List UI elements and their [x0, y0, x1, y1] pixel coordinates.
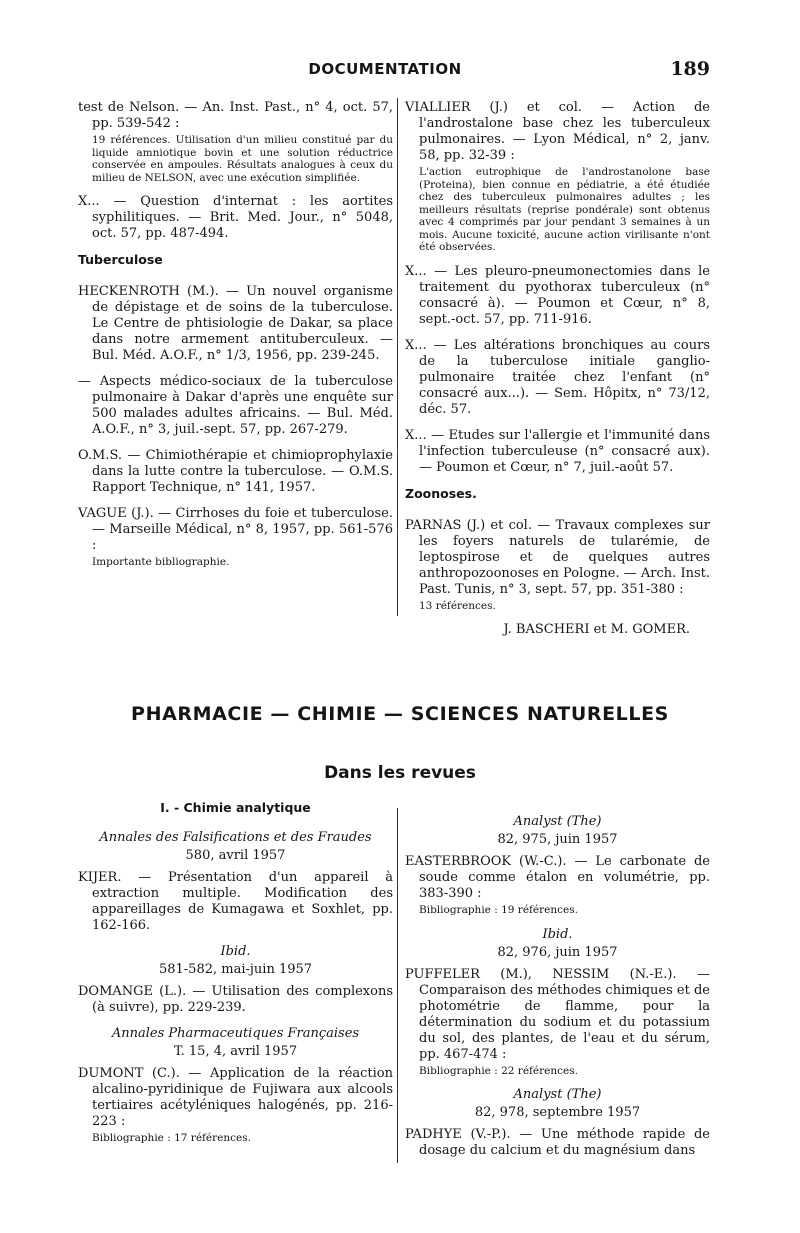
bib-entry: [405, 428, 710, 476]
journal-issue: 581-582, mai-juin 1957: [158, 962, 313, 977]
subsection-heading: I. - Chimie analytique: [160, 800, 311, 815]
entry-note: Bibliographie : 22 références.: [419, 1064, 578, 1077]
journal-group: [78, 1026, 393, 1145]
left-column-bottom: [78, 800, 393, 1155]
journal-group: [405, 1087, 710, 1159]
journal-name: Analyst (The): [513, 1087, 602, 1102]
bib-entry: [78, 194, 393, 242]
entry-text: KIJER. — Présentation d'un appareil à extraction multiple. Modification des appareillages de Kumagawa et Soxhlet, pp. 162-166.: [78, 870, 393, 933]
column-divider-top: [397, 98, 398, 616]
bib-entry: [405, 338, 710, 418]
page-number: 189: [670, 58, 710, 80]
journal-group: [405, 927, 710, 1078]
entry-text: O.M.S. — Chimiothérapie et chimioprophylaxie dans la lutte contre la tuberculose. — O.M.S. Rapport Technique, n° 141, 1957.: [78, 448, 393, 495]
journal-issue: 580, avril 1957: [185, 848, 286, 863]
entry-text: — Aspects médico-sociaux de la tuberculose pulmonaire à Dakar d'après une enquête sur 500 malades adultes africains. — Bul. Méd. A.O.F., n° 3, juil.-sept. 57, pp. 267-279.: [78, 374, 393, 437]
column-divider-bottom: [397, 808, 398, 1163]
entry-text: X... — Les pleuro-pneumonectomies dans le traitement du pyothorax tuberculeux (n° consacré à). — Poumon et Cœur, n° 8, sept.-oct. 57, pp. 711-916.: [405, 263, 710, 327]
header-title: DOCUMENTATION: [308, 60, 462, 78]
bib-entry: [405, 967, 710, 1078]
entry-text: VAGUE (J.). — Cirrhoses du foie et tuberculose. — Marseille Médical, n° 8, 1957, pp. 561-576 :: [78, 506, 393, 553]
journal-name: Ibid.: [542, 926, 573, 942]
journal-name: Analyst (The): [513, 814, 602, 829]
banner-subtitle: Dans les revues: [324, 763, 476, 783]
bib-entry: [78, 1066, 393, 1145]
left-column-top: [78, 100, 393, 579]
entry-text: test de Nelson. — An. Inst. Past., n° 4, oct. 57, pp. 539-542 :: [78, 100, 393, 131]
entry-text: PADHYE (V.-P.). — Une méthode rapide de dosage du calcium et du magnésium dans: [405, 1127, 710, 1158]
bib-entry: [78, 870, 393, 934]
entry-note: Bibliographie : 17 références.: [92, 1132, 251, 1144]
entry-note: 19 références. Utilisation d'un milieu constitué par du liquide amniotique bovin et une solution réductrice conservée en ampoules. Résultats analogues à ceux du milieu de NELSON, avec une exécution simplifiée.: [92, 134, 393, 184]
journal-group: [405, 814, 710, 917]
entry-note: Importante bibliographie.: [92, 556, 230, 568]
entry-text: X... — Les altérations bronchiques au cours de la tuberculose initiale ganglio-pulmonaire traitée chez l'enfant (n° consacré aux...). — Sem. Hôpitx, n° 73/12, déc. 57.: [405, 337, 710, 417]
entry-text: VIALLIER (J.) et col. — Action de l'androstalone base chez les tuberculeux pulmonaires. — Lyon Médical, n° 2, janv. 58, pp. 32-39 :: [405, 100, 710, 163]
right-column-top: [405, 100, 710, 638]
entry-text: PARNAS (J.) et col. — Travaux complexes sur les foyers naturels de tularémie, de leptospirose et de quelques autres anthropozoonoses en Pologne. — Arch. Inst. Past. Tunis, n° 3, sept. 57, pp. 351-380 :: [405, 517, 710, 597]
journal-name: Annales Pharmaceutiques Françaises: [111, 1026, 360, 1041]
entry-text: X... — Question d'internat : les aortites syphilitiques. — Brit. Med. Jour., n° 5048, oct. 57, pp. 487-494.: [78, 194, 393, 241]
entry-note: L'action eutrophique de l'androstanolone base (Proteina), bien connue en pédiatrie, a été étudiée chez des tuberculeux pulmonaires adultes ; les meilleurs résultats (reprise pondérale) sont obtenus avec 4 comprimés par jour pendant 3 semaines à un mois. Aucune toxicité, aucune action virilisante n'ont été observées.: [419, 166, 710, 253]
entry-text: DUMONT (C.). — Application de la réaction alcalino-pyridinique de Fujiwara aux alcools tertiaires acétyléniques halogénés, pp. 216-223 :: [78, 1066, 393, 1129]
entry-text: PUFFELER (M.), NESSIM (N.-E.). — Comparaison des méthodes chimiques et de photométrie de flamme, pour la détermination du sodium et du potassium du sol, des plantes, de l'eau et du sérum, pp. 467-474 :: [405, 966, 710, 1062]
journal-name: Annales des Falsifications et des Fraudes: [99, 830, 372, 845]
journal-issue: 82, 976, juin 1957: [497, 944, 618, 960]
entry-note: 13 références.: [419, 599, 496, 612]
bib-entry: [405, 518, 710, 613]
bib-entry: [78, 448, 393, 496]
entry-text: HECKENROTH (M.). — Un nouvel organisme de dépistage et de soins de la tuberculose. Le Centre de phtisiologie de Dakar, sa place dans notre armement antituberculeux. — Bul. Méd. A.O.F., n° 1/3, 1956, pp. 239-245.: [78, 284, 393, 363]
section-heading: Tuberculose: [78, 252, 163, 267]
right-column-bottom: [405, 810, 710, 1169]
bib-entry: [405, 264, 710, 328]
entry-text: EASTERBROOK (W.-C.). — Le carbonate de soude comme étalon en volumétrie, pp. 383-390 :: [405, 854, 710, 901]
bib-entry: [78, 374, 393, 438]
bib-entry: [78, 100, 393, 184]
running-header: [60, 60, 710, 84]
journal-group: [78, 830, 393, 934]
bib-entry: [405, 100, 710, 254]
bib-entry: [78, 506, 393, 569]
journal-issue: T. 15, 4, avril 1957: [173, 1044, 298, 1059]
entry-text: DOMANGE (L.). — Utilisation des complexons (à suivre), pp. 229-239.: [78, 984, 393, 1015]
bib-entry: [405, 1127, 710, 1159]
entry-note: Bibliographie : 19 références.: [419, 904, 578, 916]
journal-issue: 82, 975, juin 1957: [497, 832, 618, 847]
signature: J. BASCHERI et M. GOMER.: [503, 622, 690, 637]
entry-text: X... — Etudes sur l'allergie et l'immunité dans l'infection tuberculeuse (n° consacré aux). — Poumon et Cœur, n° 7, juil.-août 57.: [405, 427, 710, 475]
bib-entry: [78, 984, 393, 1016]
bib-entry: [78, 284, 393, 364]
banner-title: PHARMACIE — CHIMIE — SCIENCES NATURELLES: [131, 703, 669, 725]
journal-group: [78, 944, 393, 1016]
section-heading: Zoonoses.: [405, 485, 477, 501]
bib-entry: [405, 854, 710, 917]
journal-issue: 82, 978, septembre 1957: [474, 1105, 641, 1120]
journal-name: Ibid.: [220, 944, 251, 959]
